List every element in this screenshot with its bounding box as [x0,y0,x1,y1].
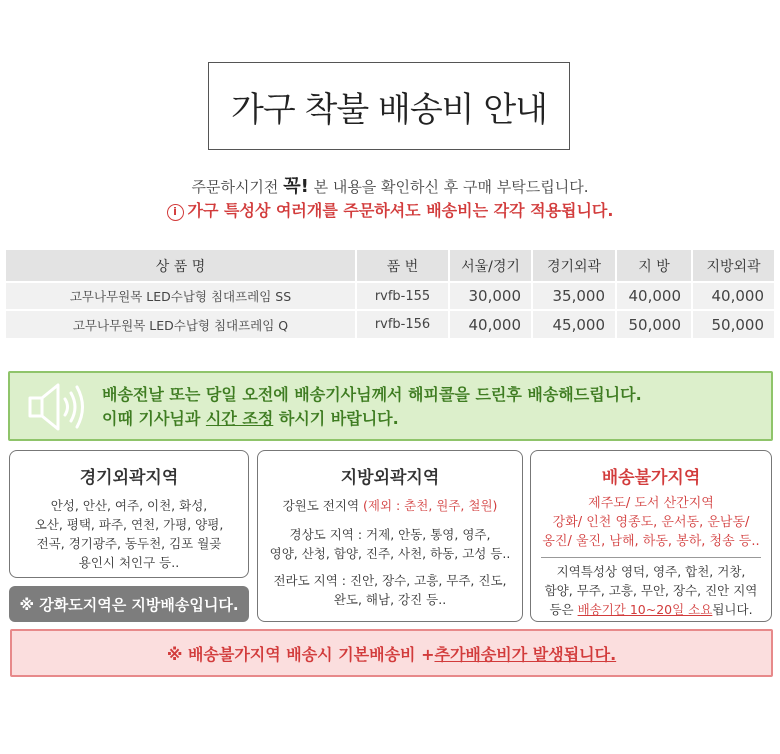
card-body: 안성, 안산, 여주, 이천, 화성, 오산, 평택, 파주, 연천, 가평, 양평, 전곡, 경기광주, 동두천, 김포 월곶 용인시 처인구 등.. [34,498,224,570]
speaker-icon [26,381,88,433]
cell-price: 50,000 [616,310,692,338]
cell-product-code: rvfb-156 [356,310,449,338]
card-title: 배송불가지역 [601,468,701,488]
cell-price: 45,000 [532,310,616,338]
title-box [208,62,570,150]
card-title: 경기외곽지역 [79,468,179,488]
price-table [6,250,774,338]
time-adjust-text: 시간 조정 [205,409,274,428]
header-gyeonggi-outskirts: 경기외곽 [532,250,616,282]
cell-price: 40,000 [616,282,692,310]
undeliverable-area-card: 배송불가지역 제주도/ 도서 산간지역 강화/ 인천 영종도, 운서동, 운남동/ 옹진/ 울진, 남해, 하동, 봉하, 청송 등.. 지역특성상 영덕, 영주, 합천, 거창, 함양, 무주, 고흥, 무안, 장수, 진안 지역 등은 배송기간 10~20일 소요됩니다. [530,450,772,622]
header-seoul-gyeonggi: 서울/경기 [449,250,532,282]
cell-price: 40,000 [692,282,774,310]
cell-price: 40,000 [449,310,532,338]
table-header-row [6,250,774,282]
table-row [6,310,774,338]
order-notice: 주문하시기전 꼭! 본 내용을 확인하신 후 구매 부탁드립니다. [191,176,589,197]
cell-price: 50,000 [692,310,774,338]
cell-product-code: rvfb-155 [356,282,449,310]
cell-product-name: 고무나무원목 LED수납형 침대프레임 SS [6,282,356,310]
info-icon: i [167,204,184,221]
happy-call-notice [8,371,773,441]
cell-price: 35,000 [532,282,616,310]
table-row [6,282,774,310]
page-title: 가구 착불 배송비 안내 [230,89,548,130]
header-regional-outskirts: 지방외곽 [692,250,774,282]
header-regional: 지 방 [616,250,692,282]
card-title: 지방외곽지역 [340,468,440,488]
ganghwa-note: ※ 강화도지역은 지방배송입니다. [9,586,249,622]
cell-price: 30,000 [449,282,532,310]
shipping-fee-notice: i 가구 특성상 여러개를 주문하셔도 배송비는 각각 적용됩니다. [0,198,780,221]
emphasis-text: 꼭! [283,176,309,197]
delivery-period-text: 배송기간 10~20일 소요 [577,602,713,617]
header-product-name: 상 품 명 [6,250,356,282]
extra-fee-notice: ※ 배송불가지역 배송시 기본배송비 + 추가배송비가 발생됩니다. [10,629,773,677]
cell-product-name: 고무나무원목 LED수납형 침대프레임 Q [6,310,356,338]
header-product-code: 품 번 [356,250,449,282]
regional-outskirts-card: 지방외곽지역 강원도 전지역 (제외 : 춘천, 원주, 철원) 경상도 지역 : 거제, 안동, 통영, 영주, 영양, 산청, 함양, 진주, 사천, 하동, 고성 등.. 전라도 지역 : 진안, 장수, 고흥, 무주, 진도, 완도, 해남, 강진 등.. [257,450,523,622]
divider [541,557,761,558]
happy-call-text: 배송전날 또는 당일 오전에 배송기사님께서 해피콜을 드린후 배송해드립니다. 이때 기사님과 시간 조정 하시기 바랍니다. [102,385,642,428]
gyeonggi-outskirts-card [9,450,249,578]
